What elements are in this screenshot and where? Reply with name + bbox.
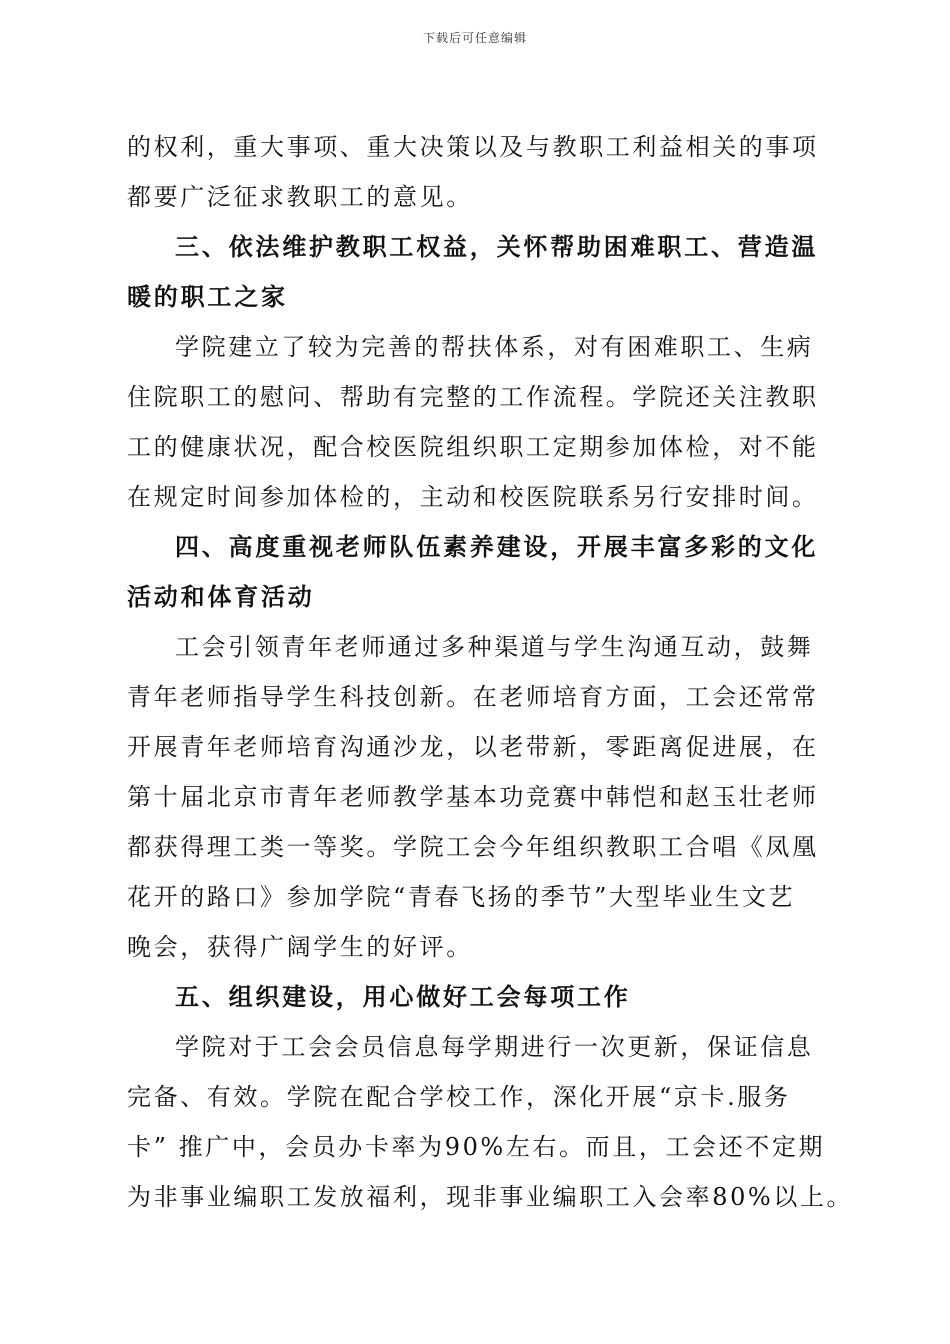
- body-line: 为非事业编职工发放福利，现非事业编职工入会率80%以上。: [127, 1183, 854, 1211]
- body-line: 青年老师指导学生科技创新。在老师培育方面，工会还常常: [127, 683, 819, 711]
- body-line: 都要广泛征求教职工的意见。: [127, 183, 473, 211]
- header-note: 下载后可任意编辑: [422, 31, 527, 45]
- body-line: 花开的路口》参加学院“青春飞扬的季节”大型毕业生文艺: [127, 883, 796, 911]
- document-body: [127, 122, 854, 1222]
- body-line: 住院职工的慰问、帮助有完整的工作流程。学院还关注教职: [127, 383, 819, 411]
- body-line: 第十届北京市青年老师教学基本功竞赛中韩恺和赵玉壮老师: [127, 783, 819, 811]
- body-line: 开展青年老师培育沟通沙龙，以老带新，零距离促进展，在: [127, 733, 819, 761]
- body-line: 的权利，重大事项、重大决策以及与教职工利益相关的事项: [127, 133, 819, 161]
- body-line: 都获得理工类一等奖。学院工会今年组织教职工合唱《凤凰: [127, 833, 819, 861]
- body-line: 工会引领青年老师通过多种渠道与学生沟通互动，鼓舞: [175, 633, 814, 661]
- section-heading: 暖的职工之家: [127, 282, 288, 311]
- body-line: 完备、有效。学院在配合学校工作，深化开展“京卡.服务: [127, 1083, 791, 1111]
- section-heading: 活动和体育活动: [127, 582, 315, 611]
- section-heading: 五、组织建设，用心做好工会每项工作: [175, 982, 631, 1011]
- body-line: 卡” 推广中，会员办卡率为90%左右。而且，工会还不定期: [127, 1133, 826, 1161]
- body-line: 学院建立了较为完善的帮扶体系，对有困难职工、生病: [175, 333, 814, 361]
- body-line: 在规定时间参加体检的，主动和校医院联系另行安排时间。: [127, 483, 819, 511]
- section-heading: 三、依法维护教职工权益，关怀帮助困难职工、营造温: [175, 232, 819, 261]
- body-line: 学院对于工会会员信息每学期进行一次更新，保证信息: [175, 1033, 814, 1061]
- body-line: 工的健康状况，配合校医院组织职工定期参加体检，对不能: [127, 433, 819, 461]
- section-heading: 四、高度重视老师队伍素养建设，开展丰富多彩的文化: [175, 532, 819, 561]
- body-line: 晚会，获得广阔学生的好评。: [127, 933, 473, 961]
